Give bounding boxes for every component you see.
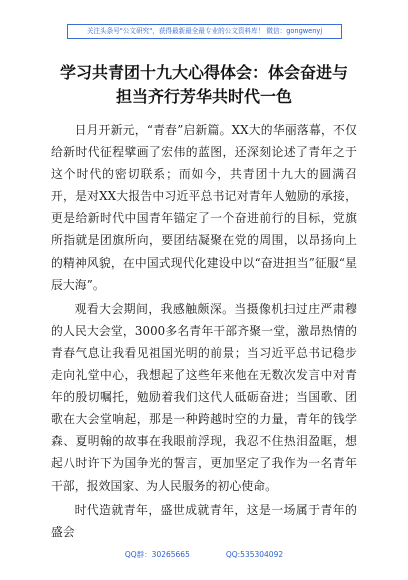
body-paragraph-3: 时代造就青年，盛世成就青年，这是一场属于青年的盛会 [51, 502, 357, 539]
document-title [0, 61, 408, 109]
page-footer [0, 549, 408, 561]
header-banner-text: 关注头条号"公文研究"，获得最新最全最专业的公文资料库！ 微信：gongwenyj [86, 27, 323, 35]
footer-qq: QQ:535304092 [225, 550, 284, 559]
document-title-line-1: 学习共青团十九大心得体会：体会奋进与 [59, 63, 348, 82]
footer-qq-group: QQ群：30265665 [124, 550, 190, 559]
document-body [51, 119, 357, 545]
document-title-line-2: 担当齐行芳华共时代一色 [115, 87, 292, 106]
body-paragraph-2: 观看大会期间，我感触颇深。当摄像机扫过庄严肃穆的人民大会堂，3000多名青年干部齐聚一堂，激昂热情的青春气息让我看见祖国光明的前景；当习近平总书记稳步走向礼堂中心，我想起了这些年来他在无数次发言中对青年的殷切嘱托，勉励着我们这代人砥砺奋进；当国歌、团歌在大会堂响起，那是一种跨越时空的力量，青年的钱学森、夏明翰的故事在我眼前浮现，我忍不住热泪盈眶，想起八时许下为国争光的誓言，更加坚定了我作为一名青年干部，报效国家、为人民服务的初心使命。 [51, 301, 357, 493]
header-banner [67, 24, 342, 39]
body-paragraph-1: 日月开新元，“青春”启新篇。XX大的华丽落幕，不仅给新时代征程擘画了宏伟的蓝图，还深刻论述了青年之于这个时代的密切联系；而如今，共青团十九大的圆满召开，是对XX大报告中习近平总书记对青年人勉励的承接，更是给新时代中国青年锚定了一个奋进前行的目标，党旗所指就是团旗所向，要团结凝聚在党的周围，以昂扬向上的精神风貌，在中国式现代化建设中以“奋进担当”征服“星辰大海”。 [51, 123, 357, 292]
